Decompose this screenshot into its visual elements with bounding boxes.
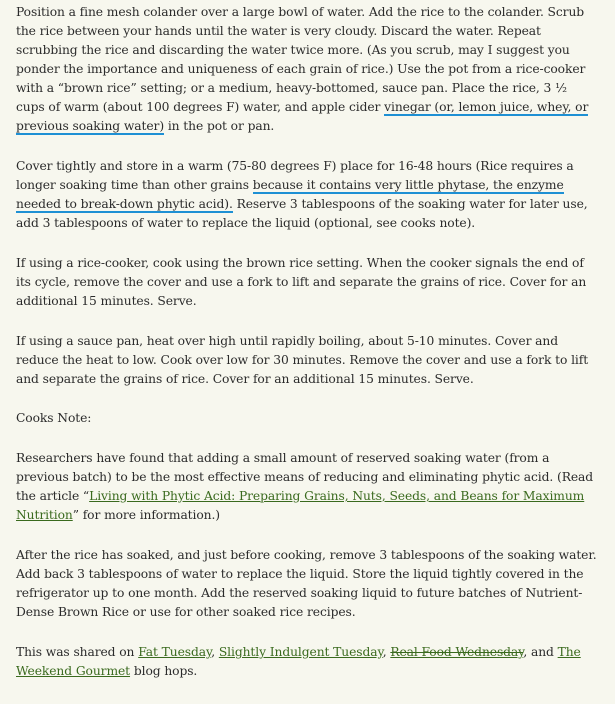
phytic-acid-article-link[interactable]: Living with Phytic Acid: Preparing Grains, Nuts, Seeds, and Beans for Maximum Nutrition	[16, 489, 585, 522]
paragraph-after-soaking: After the rice has soaked, and just before cooking, remove 3 tablespoons of the soaking water. Add back 3 tablespoons of water to replace the liquid. Store the liquid tightly covered in the refrigerator up to one month. Add the reserved soaking liquid to future batches of Nutrient-Dense Brown Rice or use for other soaked rice recipes.	[16, 548, 597, 619]
highlighted-phrase-phytase: because it contains very little phytase, the enzyme needed to break-down phytic acid).	[16, 178, 564, 211]
paragraph-text: Position a fine mesh colander over a large bowl of water. Add the rice to the colander. Scrub the rice between your hands until the water is very cloudy. Discard the water. Repeat scrubbing the rice and discarding the water twice more. (As you scrub, may I suggest you ponder the importance and uniqueness of each grain of rice.) Use the pot from a rice-cooker with a “brown rice” setting; or a medium, heavy-bottomed, sauce pan. Place the rice, 3 ½ cups of warm (about 100 degrees F) water, and apple cider	[16, 5, 586, 114]
fat-tuesday-link[interactable]: Fat Tuesday	[138, 645, 212, 659]
highlighted-phrase-vinegar: vinegar (or, lemon juice, whey, or previous soaking water)	[16, 100, 589, 133]
real-food-wednesday-link[interactable]: Real Food Wednesday	[390, 645, 524, 659]
weekend-gourmet-link[interactable]: The Weekend Gourmet	[16, 645, 581, 678]
paragraph-cover-and-store	[16, 157, 599, 233]
paragraph-text: This was shared on	[16, 645, 139, 659]
separator: ,	[382, 645, 391, 659]
paragraph-text: ” for more information.)	[72, 508, 220, 522]
paragraph-rinse-and-soak	[16, 3, 599, 136]
paragraph-text: blog hops.	[130, 664, 198, 678]
paragraph-sauce-pan: If using a sauce pan, heat over high until rapidly boiling, about 5-10 minutes. Cover and reduce the heat to low. Cook over low for 30 minutes. Remove the cover and use a fork to lift and separate the grains of rice. Cover for an additional 15 minutes. Serve.	[16, 334, 589, 386]
paragraph-text: in the pot or pan.	[164, 119, 275, 133]
paragraph-text: Researchers have found that adding a small amount of reserved soaking water (from a previous batch) to be the most effective means of reducing and eliminating phytic acid. (Read the article “	[16, 451, 594, 503]
cooks-note-heading: Cooks Note:	[16, 411, 92, 425]
paragraph-researchers	[16, 449, 599, 525]
paragraph-text: Reserve 3 tablespoons of the soaking water for later use, add 3 tablespoons of water to replace the liquid (optional, see cooks note).	[16, 197, 588, 230]
paragraph-text: Cover tightly and store in a warm (75-80 degrees F) place for 16-48 hours (Rice requires a longer soaking time than other grains	[16, 159, 574, 192]
separator: , and	[523, 645, 558, 659]
paragraph-blog-hops	[16, 643, 599, 681]
separator: ,	[211, 645, 219, 659]
slightly-indulgent-tuesday-link[interactable]: Slightly Indulgent Tuesday	[218, 645, 383, 659]
paragraph-rice-cooker: If using a rice-cooker, cook using the brown rice setting. When the cooker signals the end of its cycle, remove the cover and use a fork to lift and separate the grains of rice. Cover for an additional 15 minutes. Serve.	[16, 256, 587, 308]
article-body	[0, 3, 615, 681]
